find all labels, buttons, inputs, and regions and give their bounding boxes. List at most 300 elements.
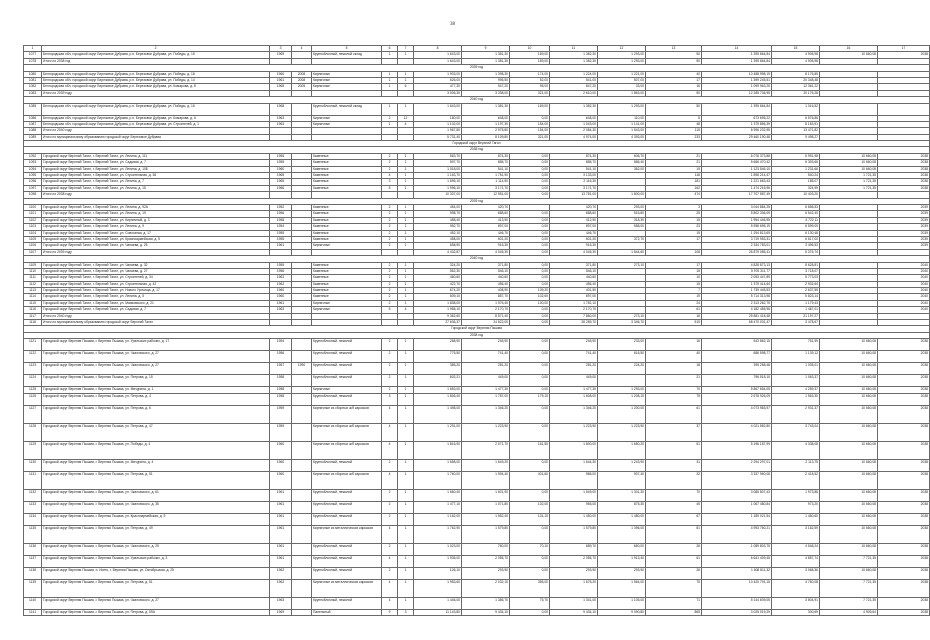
table-cell: 601,20: [462, 236, 510, 242]
table-cell: 2038: [878, 387, 930, 393]
table-cell: 10 660,08: [820, 441, 878, 459]
table-cell: 1 643,00: [414, 103, 462, 115]
table-cell: Крупноблочный, нежилой: [312, 567, 382, 579]
table-cell: 1: [382, 103, 398, 115]
table-cell: 947,20: [462, 84, 510, 90]
table-cell: 1 382,30: [550, 52, 598, 58]
table-cell: 3 743,04: [772, 423, 820, 441]
table-cell: 1100: [24, 204, 42, 210]
table-cell: 2: [382, 375, 398, 387]
table-cell: Кирпичные из сборных ж/б каркасов: [312, 405, 382, 423]
table-cell: 2: [382, 236, 398, 242]
table-cell: 1087: [24, 121, 42, 127]
table-cell: 1961: [270, 543, 292, 555]
table-cell: [292, 351, 312, 363]
table-cell: 0,00: [510, 555, 550, 567]
table-cell: 2 170,70: [462, 307, 510, 313]
table-cell: 2038: [878, 555, 930, 567]
address-cell: Итого по 2040 году: [42, 128, 270, 134]
table-cell: 3: [646, 204, 702, 210]
table-cell: 1952: [270, 204, 292, 210]
address-cell: Городской округ Верхний Тагил, г. Верхний Тагил, ул. Садовая, д. 7: [42, 160, 270, 166]
column-number-cell: 11: [550, 46, 598, 52]
table-cell: 458,40: [414, 217, 462, 223]
table-cell: 2: [382, 204, 398, 210]
table-cell: 3 496,53: [772, 243, 820, 249]
table-cell: 1092: [24, 153, 42, 159]
address-cell: Итого по муниципальному образованию городской округ Березовое Дубрава: [42, 134, 270, 140]
table-cell: 1 450,00: [550, 513, 598, 525]
table-cell: 546,10: [550, 268, 598, 274]
address-cell: Городской округ Верхняя Пышма, г. Верхняя Пышма, ул. Петрова, д. 51: [42, 579, 270, 597]
table-cell: 2 084,30: [550, 128, 598, 134]
address-cell: Городской округ Верхняя Пышма, г. Верхняя Пышма, ул. Петрова, д. 15: [42, 375, 270, 387]
table-cell: 460,60: [414, 275, 462, 281]
table-cell: 115: [646, 128, 702, 134]
table-cell: 1: [398, 236, 414, 242]
table-cell: 1 898 214,47: [702, 173, 772, 179]
table-cell: 1 139,12: [772, 351, 820, 363]
table-cell: 3 162,59: [772, 525, 820, 543]
table-cell: 10 660,08: [820, 567, 878, 579]
table-cell: 1958: [270, 387, 292, 393]
table-cell: 10 660,08: [820, 339, 878, 351]
table-cell: 2 053 447,89: [702, 275, 772, 281]
table-cell: 24: [646, 300, 702, 306]
table-cell: 541,00: [550, 77, 598, 83]
table-cell: Каменные: [312, 268, 382, 274]
table-cell: 1105: [24, 236, 42, 242]
table-cell: 3 171,70: [550, 185, 598, 191]
table-cell: 885,70: [550, 160, 598, 166]
table-cell: 446,70: [550, 230, 598, 236]
table-cell: 3 171,70: [462, 185, 510, 191]
table-cell: 154,00: [510, 128, 550, 134]
table-cell: 102,60: [510, 294, 550, 300]
table-cell: 110,00: [598, 115, 646, 121]
table-cell: 2 170,70: [550, 307, 598, 313]
table-cell: 10 420 791,15: [702, 579, 772, 597]
table-cell: 2038: [878, 609, 930, 615]
table-cell: 3 337 960,08: [702, 471, 772, 489]
table-cell: 75: [646, 579, 702, 597]
housing-register-table: [23, 45, 930, 616]
table-cell: 1 346,20: [550, 405, 598, 423]
table-cell: 5 144 609,05: [702, 597, 772, 609]
table-cell: 61: [646, 405, 702, 423]
table-cell: 1085: [24, 103, 42, 115]
address-cell: Белгородская обл, городской округ Березовое Дубрава, р.п. Березовое Дубрава, ул. Победы, д. 18: [42, 71, 270, 77]
table-cell: 2: [382, 351, 398, 363]
table-cell: 2: [382, 281, 398, 287]
section-heading: 2040 год: [24, 97, 930, 103]
table-cell: 23: [646, 224, 702, 230]
table-cell: 0,00: [510, 320, 550, 326]
table-cell: 1 223,90: [550, 423, 598, 441]
table-cell: 1: [398, 160, 414, 166]
table-cell: 0,00: [510, 339, 550, 351]
table-cell: 4: [382, 173, 398, 179]
table-cell: 1: [382, 52, 398, 58]
table-cell: 2: [382, 160, 398, 166]
table-cell: 420,70: [462, 204, 510, 210]
table-cell: 1965: [270, 84, 292, 90]
table-cell: 3 025 019,29: [702, 609, 772, 615]
table-cell: 1 381,30: [462, 103, 510, 115]
address-cell: Городской округ Верхний Тагил, г. Верхний Тагил, ул. Маяковского, д. 21: [42, 300, 270, 306]
table-cell: 1: [398, 230, 414, 236]
table-cell: Каменные: [312, 204, 382, 210]
table-cell: 0,00: [510, 351, 550, 363]
table-cell: 541,10: [550, 166, 598, 172]
table-cell: 2038: [878, 160, 930, 166]
table-cell: 245,90: [550, 339, 598, 351]
table-cell: 1116: [24, 307, 42, 313]
table-cell: 5: [382, 307, 398, 313]
table-cell: 986,00: [550, 471, 598, 489]
address-cell: Белгородская обл, городской округ Березовое Дубрава, р.п. Березовое Дубрава, ул. Комарова, д. 8: [42, 84, 270, 90]
table-cell: 1 913,40: [598, 555, 646, 567]
table-cell: 101,10: [510, 513, 550, 525]
table-cell: 52,00: [510, 77, 550, 83]
table-cell: 0,00: [510, 489, 550, 501]
table-cell: 126,10: [414, 567, 462, 579]
table-cell: 741,40: [462, 351, 510, 363]
table-cell: 50: [646, 58, 702, 64]
table-cell: [292, 501, 312, 513]
table-cell: 1955: [270, 262, 292, 268]
table-cell: 2039: [878, 230, 930, 236]
table-cell: 2 113,75: [772, 459, 820, 471]
table-cell: 10 660,08: [820, 423, 878, 441]
table-cell: 4 021 582,80: [702, 423, 772, 441]
table-cell: 67: [646, 513, 702, 525]
table-cell: 2038: [878, 501, 930, 513]
table-cell: 1 016,52: [772, 103, 820, 115]
address-cell: Итого по 2038 году: [42, 192, 270, 198]
table-cell: 4 548,24: [772, 543, 820, 555]
table-cell: 10 660,08: [820, 387, 878, 393]
table-cell: 1956: [270, 211, 292, 217]
table-cell: 6 542,40: [772, 211, 820, 217]
table-cell: 2: [382, 275, 398, 281]
table-cell: 19: [646, 166, 702, 172]
table-cell: 293,90: [462, 567, 510, 579]
table-cell: 1 564,00: [598, 579, 646, 597]
table-cell: 1106: [24, 243, 42, 249]
table-cell: 1: [398, 52, 414, 58]
table-cell: 1 751,90: [462, 173, 510, 179]
table-cell: 324,99: [772, 185, 820, 191]
table-cell: 169,00: [510, 52, 550, 58]
table-cell: 10 337,00: [414, 192, 462, 198]
table-cell: 0,00: [510, 166, 550, 172]
table-cell: 2039: [878, 224, 930, 230]
table-cell: 2 637,55: [772, 288, 820, 294]
table-cell: 1124: [24, 375, 42, 387]
table-cell: 11 143,80: [414, 609, 462, 615]
table-cell: 1138: [24, 567, 42, 579]
table-cell: 2039: [878, 217, 930, 223]
table-cell: 2: [382, 513, 398, 525]
column-number-cell: 7: [398, 46, 414, 52]
table-cell: Кирпичные: [312, 71, 382, 77]
table-cell: 1 549,00: [550, 489, 598, 501]
table-cell: 1: [382, 77, 398, 83]
table-row: [24, 459, 930, 471]
table-cell: 0,00: [510, 567, 550, 579]
table-cell: Крупноблочный, нежилой: [312, 513, 382, 525]
table-cell: 1959: [270, 423, 292, 441]
table-cell: 1 381,30: [462, 52, 510, 58]
table-cell: 1 396,00: [598, 525, 646, 543]
table-cell: 109,20: [510, 288, 550, 294]
table-cell: 1 903,00: [414, 71, 462, 77]
table-cell: 281,20: [550, 363, 598, 375]
table-cell: 224,20: [598, 363, 646, 375]
table-cell: 440,60: [462, 275, 510, 281]
table-cell: 3 346,70: [598, 320, 646, 326]
table-cell: 1 967,80: [414, 128, 462, 134]
address-cell: Городской округ Верхняя Пышма, г. Верхняя Пышма, ул. Петрова, д. 49: [42, 525, 270, 543]
table-cell: 1959: [270, 405, 292, 423]
table-cell: Кирпичные: [312, 387, 382, 393]
table-cell: 1 563,30: [772, 393, 820, 405]
table-cell: 1 816,90: [414, 441, 462, 459]
table-cell: 541,10: [462, 166, 510, 172]
table-row: [24, 555, 930, 567]
table-cell: 562,30: [414, 268, 462, 274]
table-cell: 888,60: [462, 211, 510, 217]
table-cell: 1956: [270, 351, 292, 363]
table-cell: Каменные: [312, 153, 382, 159]
table-cell: Кирпичные из сборных ж/б каркасов: [312, 423, 382, 441]
table-cell: [292, 441, 312, 459]
table-cell: 1 395 664,84: [702, 103, 772, 115]
table-cell: 2038: [878, 489, 930, 501]
table-cell: 1 844,60: [598, 249, 646, 255]
table-cell: 597,70: [414, 160, 462, 166]
table-cell: 1 089 803,75: [702, 543, 772, 555]
table-cell: 1958: [270, 393, 292, 405]
table-cell: 2: [382, 166, 398, 172]
address-cell: Белгородская обл, городской округ Березовое Дубрава, р.п. Березовое Дубрава, ул. Строителей, д. 1: [42, 121, 270, 127]
table-cell: 95,00: [510, 84, 550, 90]
table-cell: 162: [646, 185, 702, 191]
table-cell: 897,00: [462, 224, 510, 230]
table-cell: 1 341,00: [550, 597, 598, 609]
table-cell: 897,00: [550, 224, 598, 230]
table-cell: [292, 579, 312, 597]
table-cell: 865: [646, 609, 702, 615]
table-cell: 9 434,10: [462, 609, 510, 615]
table-cell: 2038: [878, 567, 930, 579]
table-cell: 1: [398, 77, 414, 83]
table-cell: 19: [646, 230, 702, 236]
table-cell: 50: [646, 90, 702, 96]
table-cell: 5 731,40: [414, 134, 462, 140]
table-cell: 1960: [270, 71, 292, 77]
table-cell: 2: [382, 543, 398, 555]
table-cell: 2 418,52: [772, 471, 820, 489]
table-cell: 1115: [24, 300, 42, 306]
table-cell: 1961: [270, 489, 292, 501]
section-heading: 2038 год: [24, 332, 930, 338]
table-cell: 70: [646, 489, 702, 501]
table-cell: 1961: [270, 501, 292, 513]
address-cell: Городской округ Верхний Тагил, г. Верхний Тагил, ул. Строителей, д. 34: [42, 275, 270, 281]
address-cell: Городской округ Верхняя Пышма, г. Верхняя Пышма, ул. Красноармейская, д. 9: [42, 513, 270, 525]
table-cell: [292, 339, 312, 351]
table-cell: 385,20: [414, 363, 462, 375]
table-cell: 1 067 480,84: [702, 501, 772, 513]
table-cell: 1 976,40: [462, 300, 510, 306]
table-cell: 362,00: [598, 166, 646, 172]
table-cell: 1963: [270, 307, 292, 313]
table-cell: 2038: [878, 597, 930, 609]
table-cell: 19: [646, 294, 702, 300]
table-cell: 1: [398, 567, 414, 579]
address-cell: Городской округ Верхняя Пышма, г. Верхняя Пышма, ул. Чкаловского, д. 25: [42, 543, 270, 555]
table-cell: 10 660,08: [820, 52, 878, 58]
table-cell: 6 996 232,95: [702, 128, 772, 134]
table-cell: 1: [398, 393, 414, 405]
table-cell: 5 714 313,98: [702, 294, 772, 300]
table-cell: 2: [382, 567, 398, 579]
table-cell: 1960: [270, 288, 292, 294]
table-cell: 998,70: [414, 211, 462, 217]
table-cell: Крупноблочный, нежилой: [312, 363, 382, 375]
table-cell: 12 361,22: [772, 84, 820, 90]
table-cell: 449,00: [462, 375, 510, 387]
table-cell: 760,00: [462, 543, 510, 555]
table-cell: [292, 459, 312, 471]
table-cell: 3 719 953,31: [702, 236, 772, 242]
table-cell: 0,00: [510, 249, 550, 255]
table-cell: 10 660,08: [820, 375, 878, 387]
table-cell: 70,10: [510, 543, 550, 555]
table-cell: 1 477,30: [462, 387, 510, 393]
table-cell: 15: [646, 217, 702, 223]
table-cell: 1104: [24, 230, 42, 236]
table-cell: 648,00: [462, 115, 510, 121]
table-cell: 1094: [24, 166, 42, 172]
table-cell: 796 518,10: [702, 375, 772, 387]
table-cell: 0,00: [510, 405, 550, 423]
table-cell: 9: [382, 609, 398, 615]
table-cell: 1960: [270, 441, 292, 459]
table-cell: 31: [646, 459, 702, 471]
table-cell: 10 660,08: [820, 153, 878, 159]
table-cell: 1: [398, 217, 414, 223]
table-cell: Кирпичные: [312, 243, 382, 249]
table-cell: 7 721,35: [820, 555, 878, 567]
table-row: [24, 393, 930, 405]
table-cell: 0,00: [510, 224, 550, 230]
table-cell: 609,10: [414, 294, 462, 300]
table-cell: 2038: [878, 173, 930, 179]
table-cell: 1 018,00: [414, 166, 462, 172]
table-cell: 658,90: [414, 243, 462, 249]
table-cell: 507,00: [598, 77, 646, 83]
table-cell: 40: [646, 351, 702, 363]
table-cell: 0,00: [510, 609, 550, 615]
table-cell: Крупноблочный, нежилой: [312, 501, 382, 513]
table-cell: 1962: [270, 281, 292, 287]
table-cell: 355,00: [510, 579, 550, 597]
table-cell: 4 857,74: [772, 555, 820, 567]
table-cell: 169,00: [510, 58, 550, 64]
address-cell: Городской округ Верхняя Пышма, г. Верхняя Пышма, ул. Петрова, д. 6: [42, 405, 270, 423]
table-cell: 660,00: [598, 543, 646, 555]
table-cell: 4 182 455,96: [702, 307, 772, 313]
table-cell: 1 179,43: [772, 300, 820, 306]
table-cell: 1: [398, 71, 414, 77]
address-cell: Итого по 2039 году: [42, 249, 270, 255]
column-number-cell: 8: [414, 46, 462, 52]
table-cell: 1140: [24, 597, 42, 609]
table-cell: 318,30: [598, 217, 646, 223]
table-cell: 1 973,86: [772, 489, 820, 501]
table-cell: 1961: [270, 300, 292, 306]
table-cell: 1960: [270, 459, 292, 471]
table-cell: 751,59: [772, 339, 820, 351]
table-cell: 2: [382, 489, 398, 501]
table-cell: 71: [646, 597, 702, 609]
table-row: [24, 103, 930, 115]
table-cell: 273,10: [598, 313, 646, 319]
table-cell: [292, 609, 312, 615]
address-cell: Городской округ Верхняя Пышма, г. Верхняя Пышма, ул. Чкаловского, д. 27: [42, 351, 270, 363]
table-cell: 1 381,30: [462, 58, 510, 64]
address-cell: Городской округ Верхняя Пышма, г. Верхняя Пышма, ул. Уральских рабочих, д. 17: [42, 339, 270, 351]
table-cell: 1 644,30: [550, 459, 598, 471]
table-cell: 1133: [24, 501, 42, 513]
table-cell: 1125: [24, 387, 42, 393]
table-cell: 0,00: [510, 423, 550, 441]
table-cell: 995,50: [462, 77, 510, 83]
table-cell: 1 601,90: [462, 489, 510, 501]
table-cell: 4 760,08: [772, 579, 820, 597]
table-cell: 51: [646, 441, 702, 459]
table-cell: 3 086 807,43: [702, 489, 772, 501]
table-row: [24, 501, 930, 513]
table-cell: 21: [646, 160, 702, 166]
table-cell: 37: [646, 423, 702, 441]
table-cell: 1 162,00: [414, 513, 462, 525]
address-cell: Городской округ Верхний Тагил, г. Верхний Тагил, ул. Чапаева, д. 27: [42, 268, 270, 274]
table-cell: 293,90: [598, 567, 646, 579]
table-cell: 1128: [24, 423, 42, 441]
table-cell: 648,00: [550, 115, 598, 121]
table-cell: 0,00: [510, 236, 550, 242]
table-cell: 281,20: [462, 363, 510, 375]
table-cell: 2: [382, 211, 398, 217]
table-cell: 1 063,37: [772, 375, 820, 387]
table-cell: 5 802 336,09: [702, 211, 772, 217]
table-cell: 1 695,10: [414, 179, 462, 185]
table-cell: 9 434,10: [550, 609, 598, 615]
table-cell: 1 395 664,84: [702, 58, 772, 64]
table-cell: Крупноблочный, нежилой склад: [312, 103, 382, 115]
table-cell: 10 660,08: [820, 459, 878, 471]
table-cell: 4 905,98: [772, 52, 820, 58]
table-cell: 1 543,00: [598, 128, 646, 134]
column-number-cell: 12: [598, 46, 646, 52]
table-cell: 0,00: [510, 268, 550, 274]
table-cell: 1095: [24, 173, 42, 179]
section-heading: 2039 год: [24, 198, 930, 204]
